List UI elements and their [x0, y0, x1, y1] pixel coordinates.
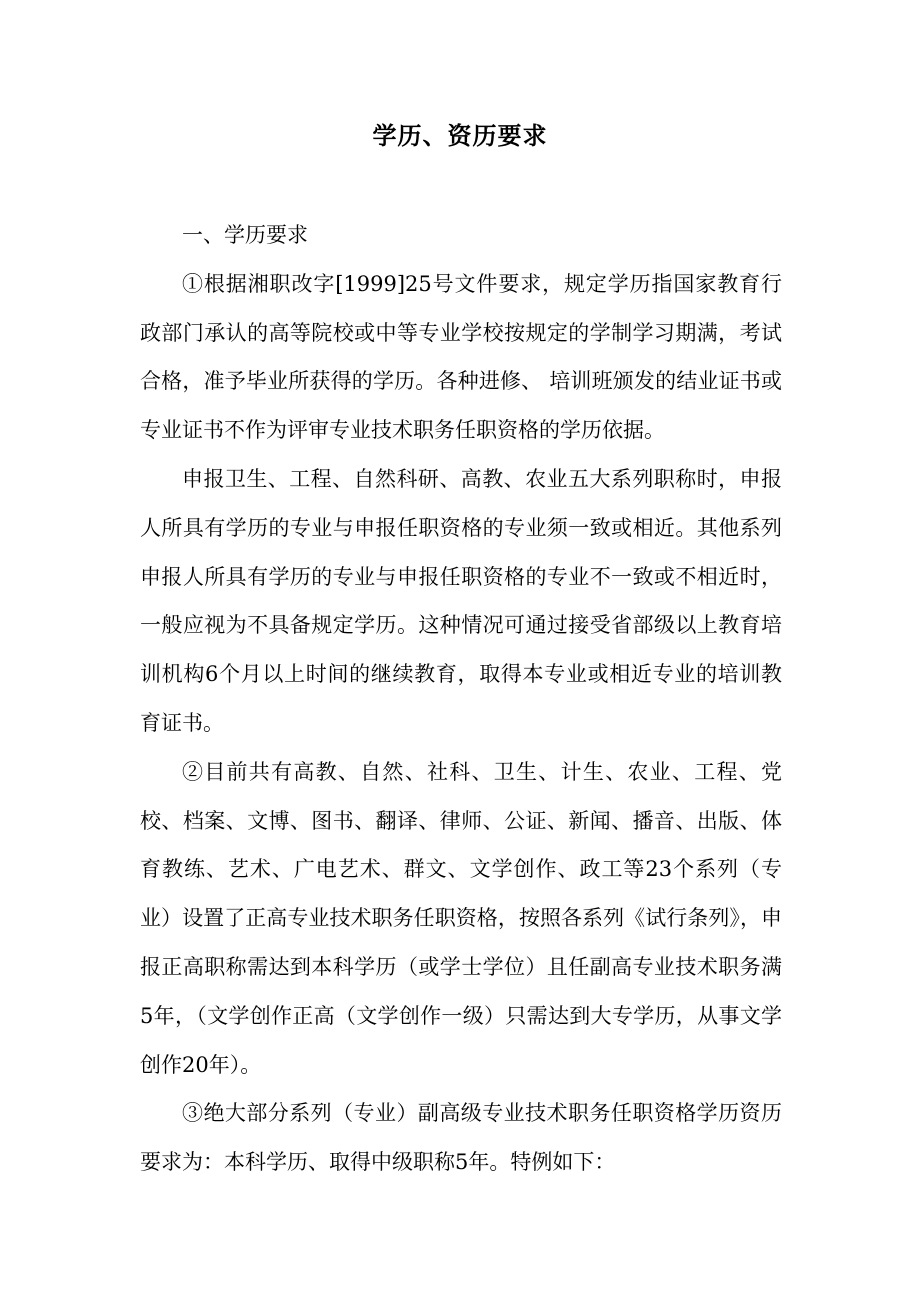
document-body [140, 211, 782, 1187]
paragraph-education-definition: ①根据湘职改字[1999]25号文件要求，规定学历指国家教育行政部门承认的高等院校或中等专业学校按规定的学制学习期满，考试合格，准予毕业所获得的学历。各种进修、 培训班颁发的结业证书或专业证书不作为评审专业技术职务任职资格的学历依据。 [140, 271, 782, 443]
paragraph-deputy-senior-requirements: ③绝大部分系列（专业）副高级专业技术职务任职资格学历资历要求为：本科学历、取得中级职称5年。特例如下： [140, 1101, 782, 1175]
paragraph-senior-title-series: ②目前共有高教、自然、社科、卫生、计生、农业、工程、党校、档案、文博、图书、翻译、律师、公证、新闻、播音、出版、体育教练、艺术、广电艺术、群文、文学创作、政工等23个系列（专业）设置了正高专业技术职务任职资格，按照各系列《试行条列》，申报正高职称需达到本科学历（或学士学位）且任副高专业技术职务满5年，（文学创作正高（文学创作一级）只需达到大专学历，从事文学创作20年）。 [140, 759, 782, 1077]
document-title: 学历、资历要求 [372, 121, 548, 150]
paragraph-major-consistency: 申报卫生、工程、自然科研、高教、农业五大系列职称时，申报人所具有学历的专业与申报任职资格的专业须一致或相近。其他系列申报人所具有学历的专业与申报任职资格的专业不一致或不相近时，一般应视为不具备规定学历。这种情况可通过接受省部级以上教育培训机构6个月以上时间的继续教育，取得本专业或相近专业的培训教育证书。 [140, 466, 782, 735]
section-heading-education: 一、学历要求 [182, 223, 308, 247]
